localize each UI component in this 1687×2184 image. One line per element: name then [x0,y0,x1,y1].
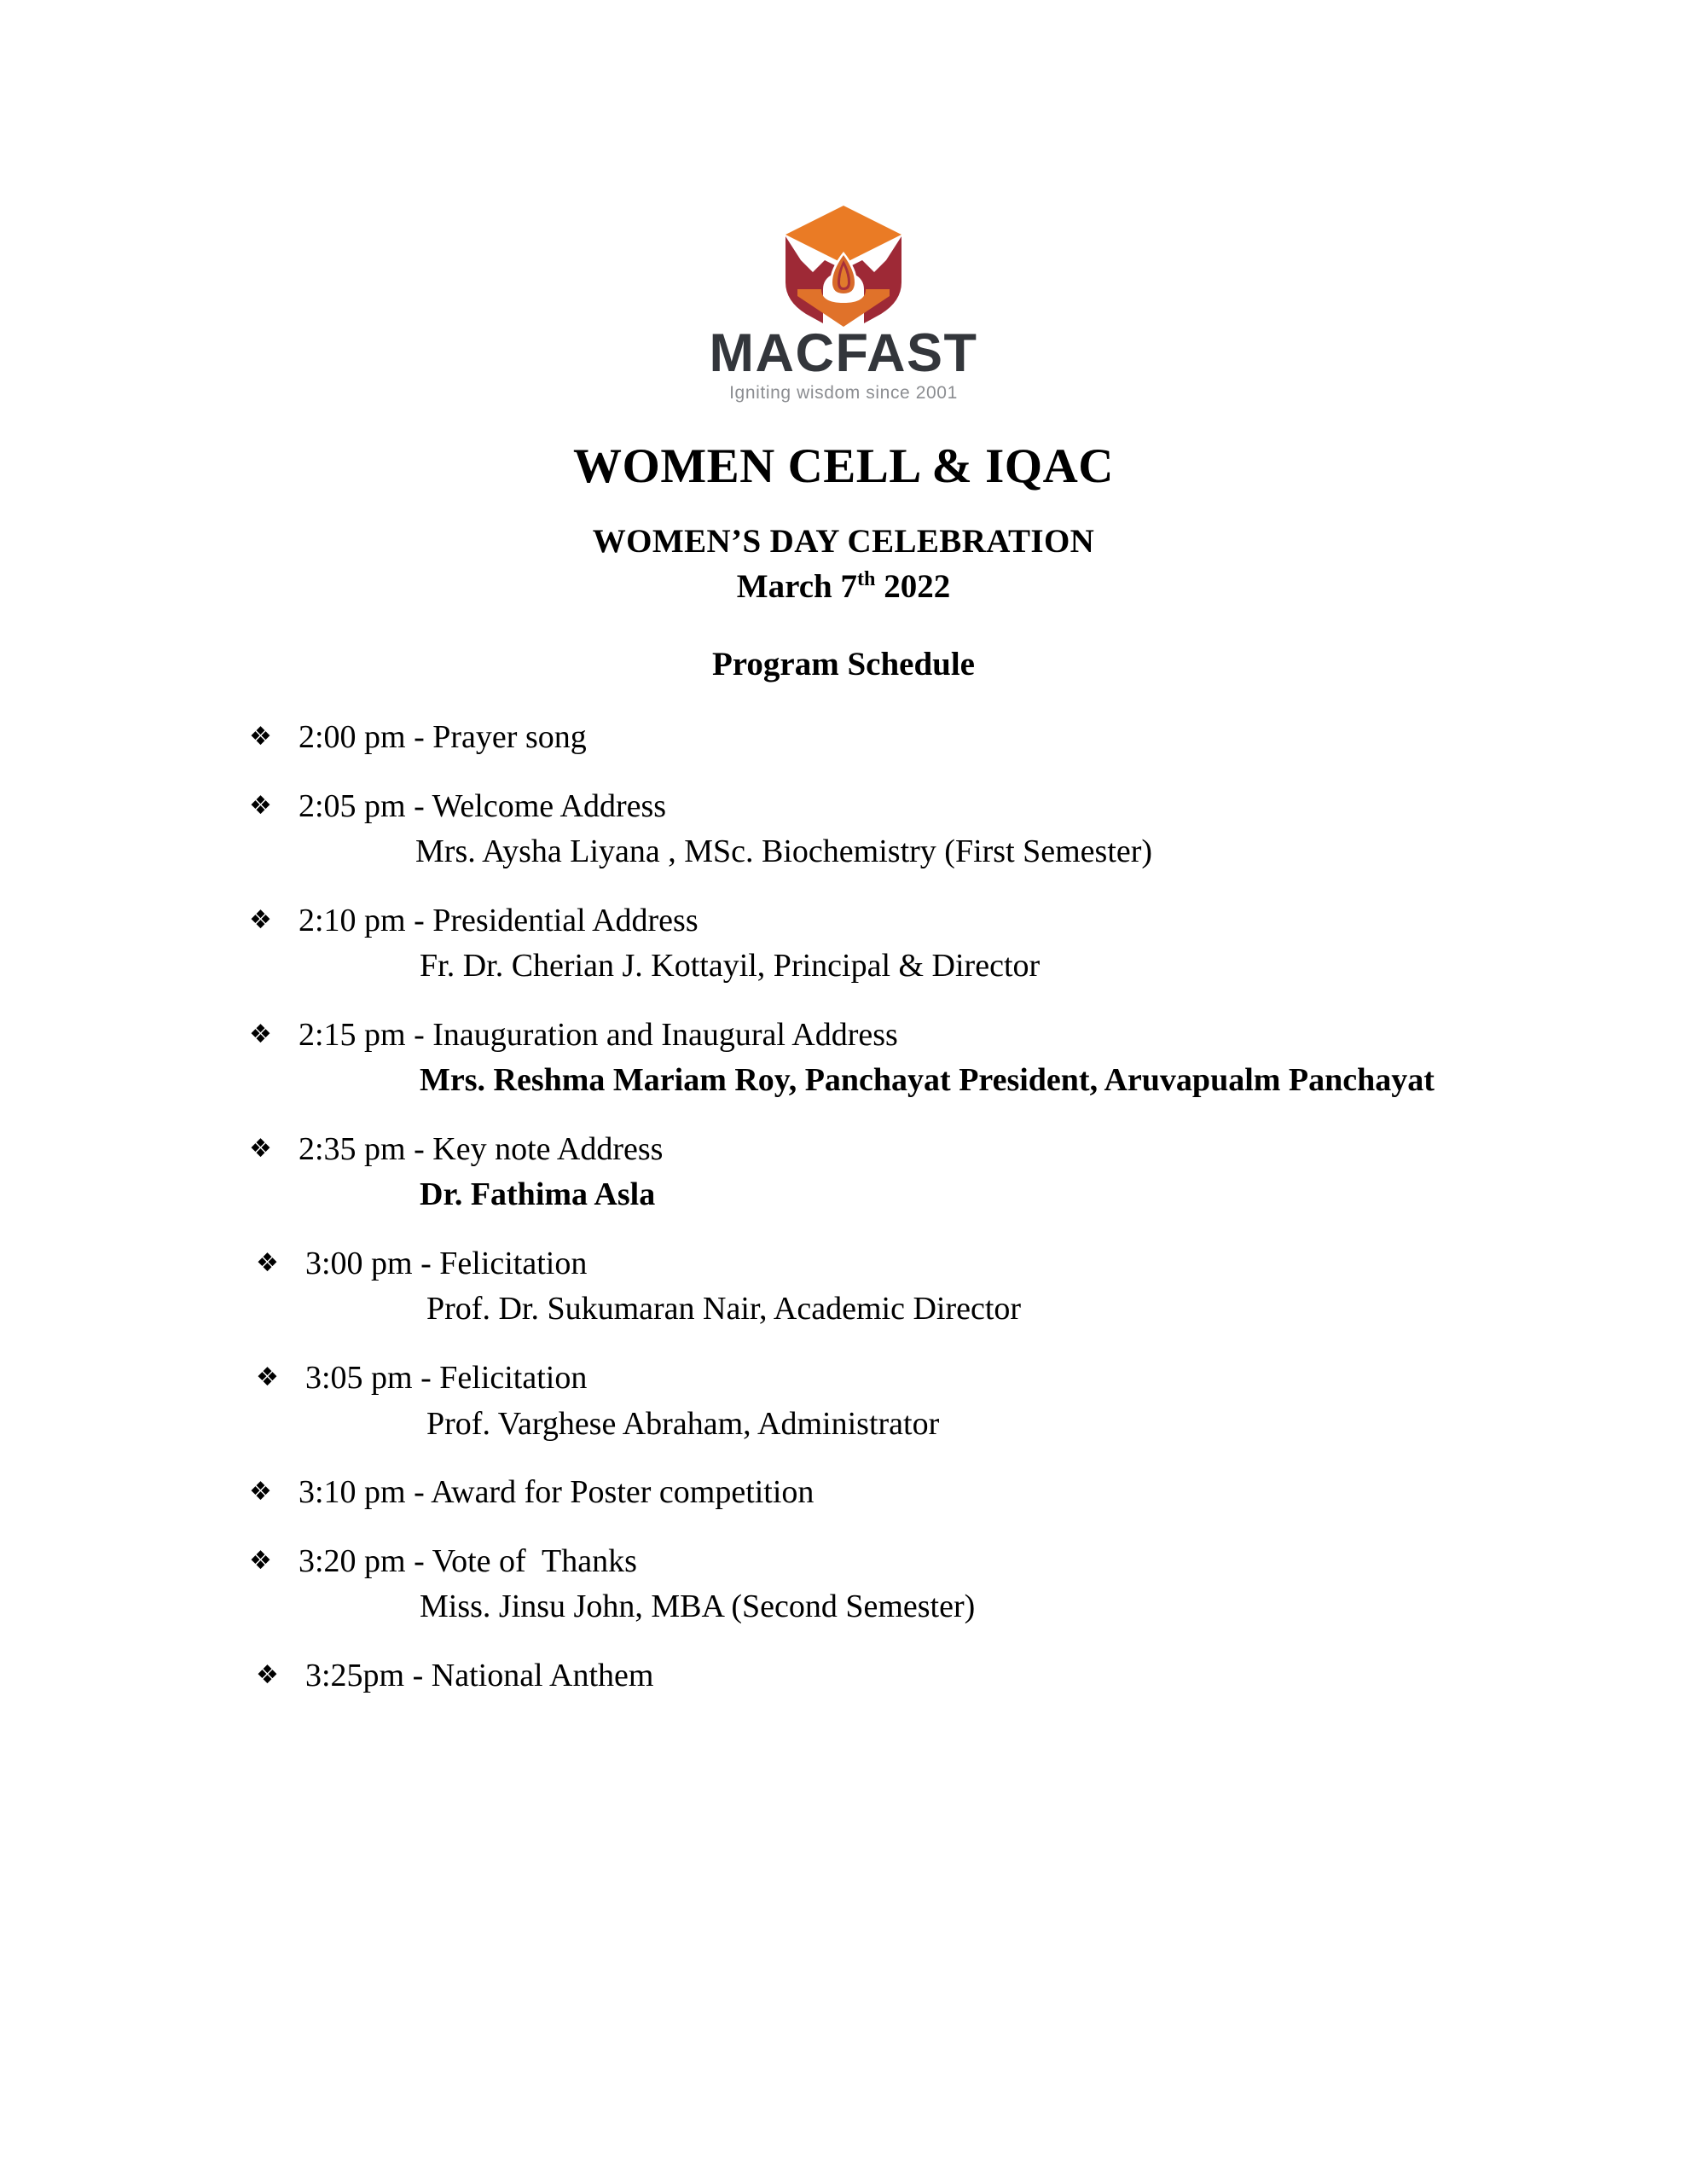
schedule-item-main [0,788,1687,825]
diamond-bullet-icon: ❖ [249,722,272,752]
schedule-item [0,1474,1687,1511]
schedule-item-detail: Miss. Jinsu John, MBA (Second Semester) [420,1589,976,1625]
diamond-bullet-icon: ❖ [256,1362,279,1393]
schedule-item [0,1543,1687,1625]
schedule-item-detail: Mrs. Aysha Liyana , MSc. Biochemistry (First Semester) [415,834,1153,870]
schedule-item-main [0,1360,1687,1397]
schedule-item-main [0,1658,1687,1694]
schedule-item-title: 3:10 pm - Award for Poster competition [299,1474,815,1511]
schedule-item-title: 2:35 pm - Key note Address [299,1130,664,1167]
diamond-bullet-icon: ❖ [249,1477,272,1507]
program-schedule-list [0,719,1687,1693]
logo-wordmark: MACFAST [709,323,978,383]
schedule-item-main [0,719,1687,756]
schedule-item-detail: Prof. Dr. Sukumaran Nair, Academic Director [426,1291,1022,1327]
schedule-item-title: 2:00 pm - Prayer song [299,719,587,755]
macfast-shield-flame-logo [775,200,912,328]
schedule-item-main [0,1246,1687,1282]
schedule-item [0,1017,1687,1099]
section-title: Program Schedule [711,646,975,682]
event-date-ordinal: th [856,567,876,590]
schedule-item-main [0,903,1687,939]
schedule-item-title: 3:00 pm - Felicitation [305,1245,588,1281]
schedule-item-detail: Prof. Varghese Abraham, Administrator [426,1405,940,1442]
schedule-item-main [0,1017,1687,1054]
schedule-item-title: 3:05 pm - Felicitation [305,1360,588,1397]
schedule-item-title: 2:05 pm - Welcome Address [299,787,667,824]
schedule-item-main [0,1474,1687,1511]
event-date [0,567,1687,605]
schedule-item-detail: Mrs. Reshma Mariam Roy, Panchayat President, Aruvapualm Panchayat [420,1062,1435,1099]
schedule-item-title: 3:20 pm - Vote of Thanks [299,1542,637,1579]
schedule-item [0,788,1687,870]
logo-tagline: Igniting wisdom since 2001 [729,383,958,404]
schedule-item [0,1360,1687,1442]
schedule-item [0,1246,1687,1327]
page-title: WOMEN CELL & IQAC [573,439,1114,493]
document-heading-block [0,439,1687,682]
diamond-bullet-icon: ❖ [256,1659,279,1690]
schedule-item [0,1658,1687,1694]
schedule-item-detail: Fr. Dr. Cherian J. Kottayil, Principal & Director [420,948,1041,985]
schedule-item-title: 2:15 pm - Inauguration and Inaugural Address [299,1016,898,1053]
schedule-item-title: 2:10 pm - Presidential Address [299,902,699,938]
schedule-item-main [0,1543,1687,1580]
schedule-item [0,1131,1687,1213]
diamond-bullet-icon: ❖ [249,904,272,935]
event-date-day: March 7 [736,568,857,605]
schedule-item-detail: Dr. Fathima Asla [420,1176,656,1213]
diamond-bullet-icon: ❖ [249,1019,272,1049]
schedule-item [0,903,1687,985]
schedule-item-title: 3:25pm - National Anthem [305,1657,654,1693]
event-date-year: 2022 [875,568,951,605]
diamond-bullet-icon: ❖ [249,1545,272,1576]
schedule-item-main [0,1131,1687,1168]
institution-logo [0,200,1687,403]
diamond-bullet-icon: ❖ [249,790,272,821]
diamond-bullet-icon: ❖ [249,1133,272,1164]
schedule-item [0,719,1687,756]
event-title: WOMEN’S DAY CELEBRATION [592,523,1095,560]
diamond-bullet-icon: ❖ [256,1247,279,1278]
